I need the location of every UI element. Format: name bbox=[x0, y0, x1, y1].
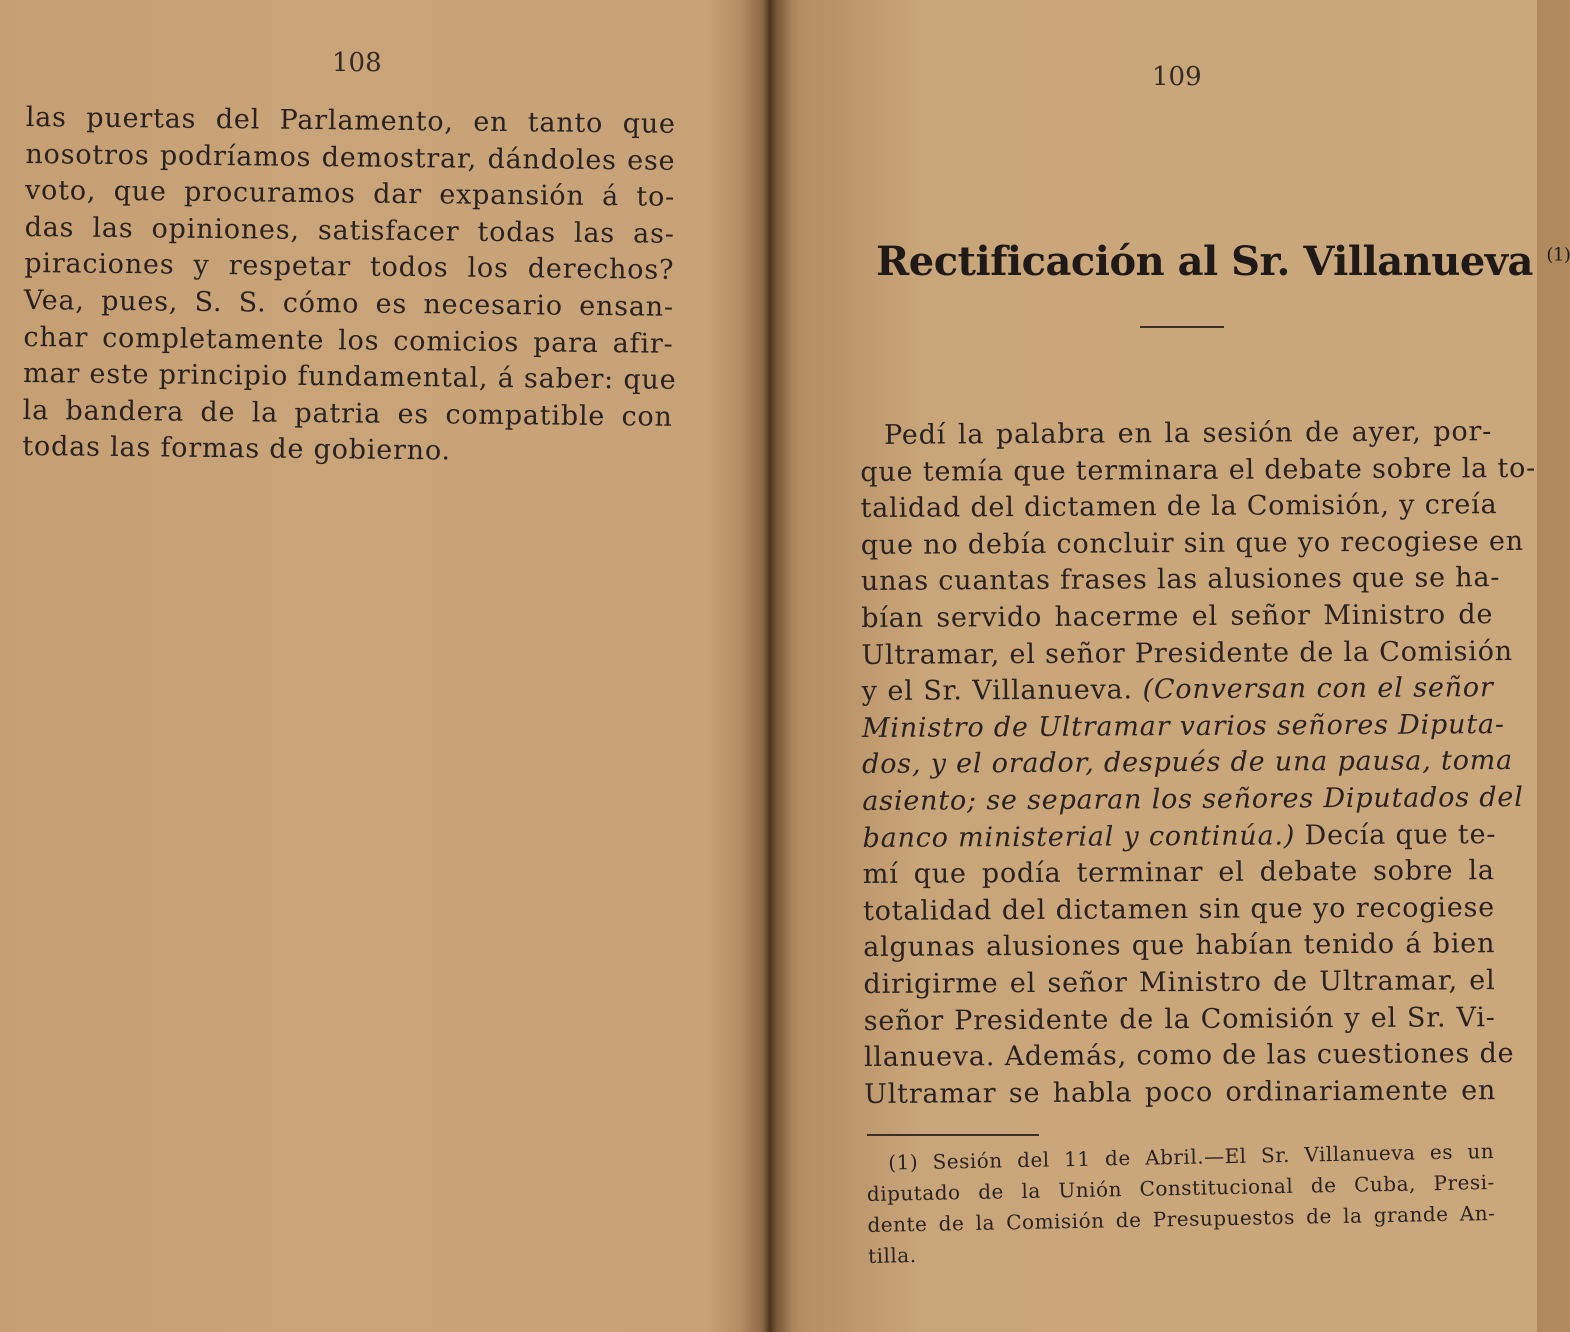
text-line: nosotros podríamos demostrar, dándoles ese bbox=[25, 138, 676, 177]
footnote-marker: (1) bbox=[1546, 244, 1570, 266]
text-line-mixed bbox=[862, 670, 1494, 710]
text-line: talidad del dictamen de la Comisión, y creía bbox=[860, 489, 1498, 525]
page-number: 108 bbox=[332, 48, 382, 78]
footnote-divider bbox=[867, 1134, 1039, 1136]
text-line: dirigirme el señor Ministro de Ultramar, el bbox=[863, 965, 1496, 1000]
chapter-title-text: Rectificación al Sr. Villanueva bbox=[876, 238, 1533, 285]
footnote bbox=[866, 1136, 1496, 1272]
book-gutter bbox=[740, 0, 800, 1332]
stage-direction-line: asiento; se separan los señores Diputados del bbox=[862, 781, 1524, 817]
text-line: char completamente los comicios para afir- bbox=[23, 321, 674, 360]
stage-direction: banco ministerial y continúa.) bbox=[862, 819, 1296, 854]
stage-direction-line: Ministro de Ultramar varios señores Diputa- bbox=[861, 708, 1505, 744]
text-line: totalidad del dictamen sin que yo recogiese bbox=[862, 891, 1496, 927]
text-line: algunas alusiones que habían tenido á bien bbox=[863, 928, 1496, 964]
text-line: voto, que procuramos dar expansión á to- bbox=[24, 175, 676, 213]
text-line: mar este principio fundamental, á saber: que bbox=[22, 358, 677, 396]
text-line: Pedí la palabra en la sesión de ayer, por- bbox=[884, 416, 1493, 451]
page-number: 109 bbox=[1152, 62, 1202, 92]
right-page bbox=[772, 0, 1570, 1332]
text-line: das las opiniones, satisfacer todas las as- bbox=[24, 211, 675, 250]
text-line: mí que podía terminar el debate sobre la bbox=[862, 855, 1495, 891]
text-line: piraciones y respetar todos los derechos? bbox=[24, 248, 675, 287]
right-page-text bbox=[860, 414, 1537, 1113]
text-line: Ultramar, el señor Presidente de la Comisión bbox=[861, 635, 1513, 671]
text-line: Vea, pues, S. S. cómo es necesario ensan- bbox=[23, 284, 675, 323]
text-line: que no debía concluir sin que yo recogiese en bbox=[860, 525, 1524, 561]
left-page bbox=[0, 0, 760, 1332]
footnote-line: dente de la Comisión de Presupuestos de la grande An- bbox=[867, 1200, 1496, 1237]
text-line: bían servido hacerme el señor Ministro de bbox=[861, 599, 1494, 634]
text-line: las puertas del Parlamento, en tanto que bbox=[25, 101, 676, 140]
title-divider bbox=[1140, 326, 1224, 328]
footnote-line: diputado de la Unión Constitucional de Cuba, Presi- bbox=[866, 1169, 1495, 1206]
text-run: y el Sr. Villanueva. bbox=[861, 674, 1133, 708]
text-line: Ultramar se habla poco ordinariamente en bbox=[864, 1074, 1497, 1110]
stage-direction-line: dos, y el orador, después de una pausa, toma bbox=[862, 745, 1514, 781]
text-line: señor Presidente de la Comisión y el Sr. Vi- bbox=[863, 1001, 1496, 1037]
footnote-line: (1) Sesión del 11 de Abril.—El Sr. Villanueva es un bbox=[888, 1138, 1495, 1175]
text-line-mixed bbox=[862, 817, 1497, 857]
text-line: unas cuantas frases las alusiones que se ha- bbox=[860, 562, 1501, 598]
text-run: Decía que te- bbox=[1304, 818, 1497, 851]
text-line: todas las formas de gobierno. bbox=[22, 431, 452, 467]
text-line: llanueva. Además, como de las cuestiones de bbox=[863, 1038, 1515, 1074]
footnote-line: tilla. bbox=[867, 1243, 917, 1268]
stage-direction: (Conversan con el señor bbox=[1142, 672, 1494, 706]
text-line: que temía que terminara el debate sobre la to- bbox=[860, 452, 1537, 488]
left-page-text bbox=[22, 100, 676, 473]
text-line: la bandera de la patria es compatible con bbox=[22, 394, 673, 433]
chapter-title bbox=[876, 238, 1570, 285]
